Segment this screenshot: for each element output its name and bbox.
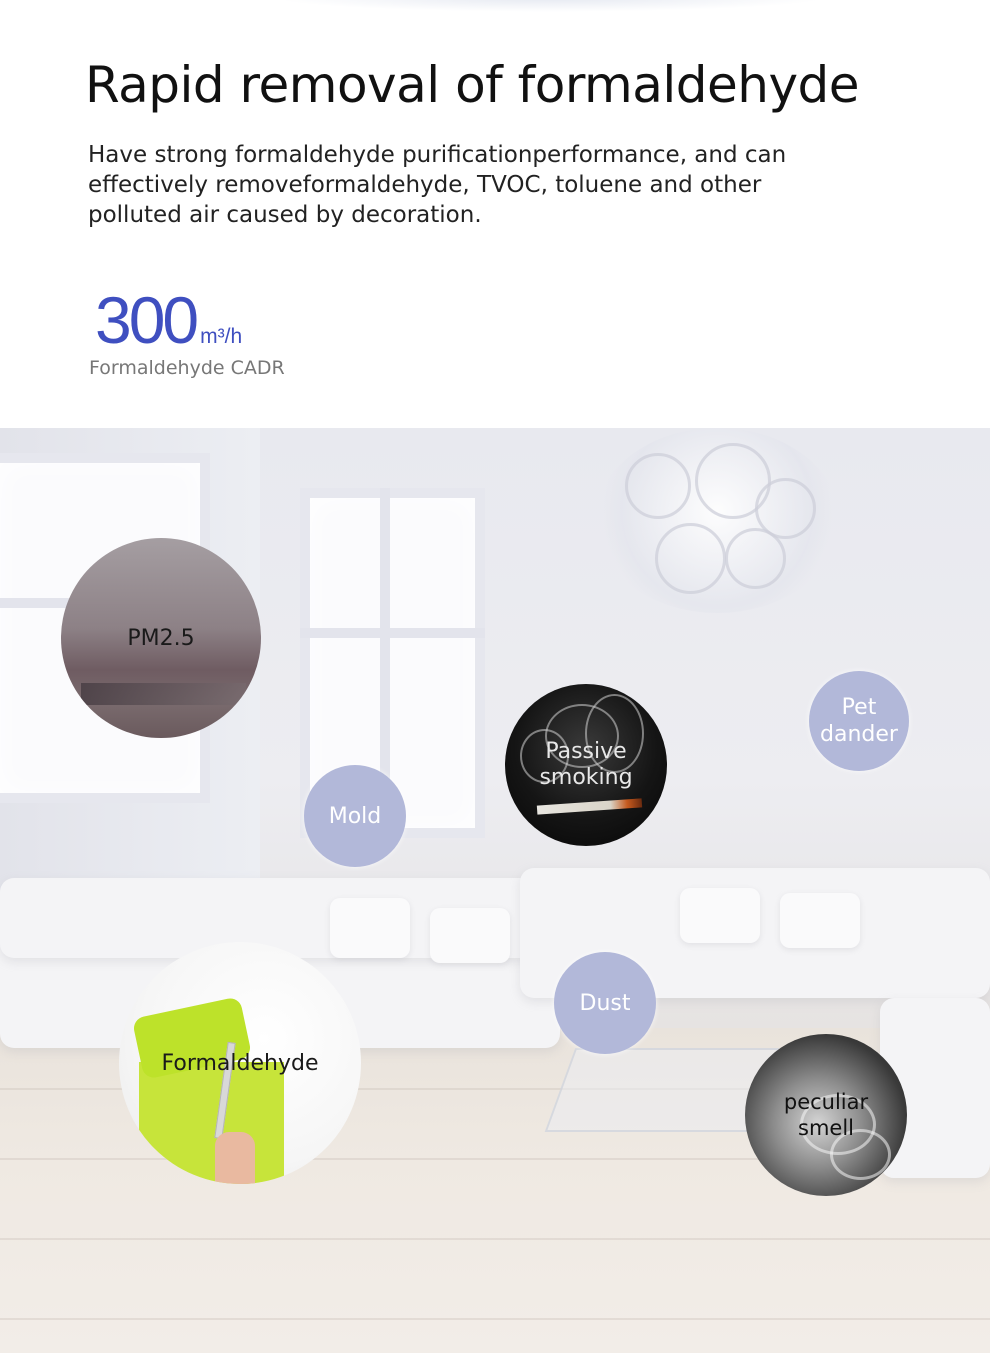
sofa-cushion xyxy=(680,888,760,943)
lamp-ring xyxy=(625,453,691,519)
mold-bubble xyxy=(304,765,406,867)
cigarette xyxy=(537,798,642,814)
sofa-cushion xyxy=(430,908,510,963)
window-bar xyxy=(300,628,485,638)
dust-bubble xyxy=(554,952,656,1054)
passive-smoking-label: Passive smoking xyxy=(539,739,633,790)
peculiar-smell-label: peculiar smell xyxy=(783,1090,869,1140)
pm25-bubble xyxy=(61,538,261,738)
cadr-label: Formaldehyde CADR xyxy=(89,357,285,379)
living-room-image xyxy=(0,428,990,1353)
page-title: Rapid removal of formaldehyde xyxy=(85,56,860,114)
pm25-label: PM2.5 xyxy=(127,625,195,651)
hazy-city-skyline xyxy=(81,683,246,705)
page-description: Have strong formaldehyde purificationperformance, and can effectively removeformaldehyde, TVOC, toluene and other polluted air caused by decoration. xyxy=(88,142,787,228)
pet-dander-label: Pet dander xyxy=(820,695,898,747)
hand xyxy=(215,1132,255,1184)
passive-smoking-bubble xyxy=(505,684,667,846)
formaldehyde-label: Formaldehyde xyxy=(161,1050,319,1076)
sofa-cushion xyxy=(330,898,410,958)
header-section xyxy=(0,0,990,428)
top-glow-decoration xyxy=(270,0,830,12)
painted-wall xyxy=(139,1062,284,1184)
floor-plank-line xyxy=(0,1238,990,1240)
glass-coffee-table xyxy=(545,1048,780,1132)
cadr-unit: m³/h xyxy=(200,325,243,348)
pendant-lamp xyxy=(595,428,840,613)
formaldehyde-bubble xyxy=(119,942,361,1184)
lamp-ring xyxy=(655,523,726,594)
cadr-stat xyxy=(95,282,242,358)
cadr-value: 300 xyxy=(95,283,197,357)
mold-label: Mold xyxy=(328,803,382,829)
dust-label: Dust xyxy=(579,990,631,1016)
peculiar-smell-bubble xyxy=(745,1034,907,1196)
sofa-cushion xyxy=(780,893,860,948)
pet-dander-bubble xyxy=(809,671,909,771)
floor-plank-line xyxy=(0,1318,990,1320)
lamp-ring xyxy=(725,528,786,589)
